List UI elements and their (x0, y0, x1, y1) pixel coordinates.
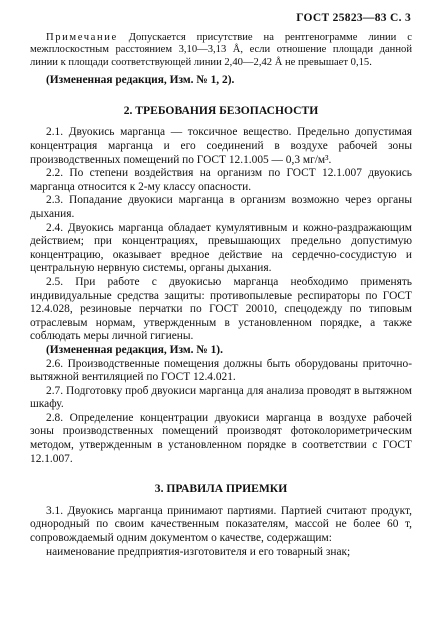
list-item: наименование предприятия-изготовителя и его товарный знак; (46, 545, 351, 558)
paragraph-2-5: 2.5. При работе с двуокисью марганца необходимо применять индивидуальные средства защиты: противопылевые респираторы по ГОСТ 12.4.028, резиновые перчатки по ГОСТ 20010, спецодежду по типовым отраслевым нормам, утвержденным в установленном порядке, а также соблюдать меры личной гигиены. (30, 275, 412, 343)
page-content (30, 32, 412, 559)
note-paragraph (30, 32, 412, 69)
paragraph-2-6: 2.6. Производственные помещения должны быть оборудованы приточно-вытяжной вентиляцией по ГОСТ 12.4.021. (30, 357, 412, 384)
paragraph-2-7: 2.7. Подготовку проб двуокиси марганца для анализа проводят в вытяжном шкафу. (30, 384, 412, 411)
note-label: Примечание (46, 32, 118, 43)
revision-note-1: (Измененная редакция, Изм. № 1, 2). (46, 74, 235, 87)
paragraph-2-3: 2.3. Попадание двуокиси марганца в организм возможно через органы дыхания. (30, 194, 412, 220)
section-2-heading: 2. ТРЕБОВАНИЯ БЕЗОПАСНОСТИ (123, 103, 319, 117)
paragraph-2-8: 2.8. Определение концентрации двуокиси марганца в воздухе рабочей зоны производственных помещений производят фотоколориметрическим методом, утвержденным в установленном порядке в соответствии с ГОСТ 12.1.007. (30, 411, 412, 465)
section-3-heading: 3. ПРАВИЛА ПРИЕМКИ (154, 482, 288, 496)
revision-note-2: (Измененная редакция, Изм. № 1). (46, 343, 223, 356)
paragraph-2-4: 2.4. Двуокись марганца обладает кумулятивным и кожно-раздражающим действием; при концентрациях, превышающих предельно допустимую концентрацию, оказывает вредное действие на сердечно-сосудистую и центральную нервную системы, органы дыхания. (30, 221, 412, 275)
paragraph-2-2: 2.2. По степени воздействия на организм по ГОСТ 12.1.007 двуокись марганца относится к 2-му классу опасности. (30, 167, 412, 193)
paragraph-3-1: 3.1. Двуокись марганца принимают партиями. Партией считают продукт, однородный по своим качественным показателям, массой не более 60 т, сопровождаемый одним документом о качестве, содержащим: (30, 504, 412, 545)
page-header: ГОСТ 25823—83 С. 3 (296, 12, 411, 24)
paragraph-2-1: 2.1. Двуокись марганца — токсичное вещество. Предельно допустимая концентрация марганца и его соединений в воздухе рабочей зоны производственных помещений по ГОСТ 12.1.005 — 0,3 мг/м³. (30, 126, 412, 166)
note-text: Допускается присутствие на рентгенограмме линии с межплоскостным расстоянием 3,10—3,13 Å, если отношение площади данной линии к площади соответствующей линии 2,40—2,42 Å не превышает 0,15. (30, 32, 412, 68)
